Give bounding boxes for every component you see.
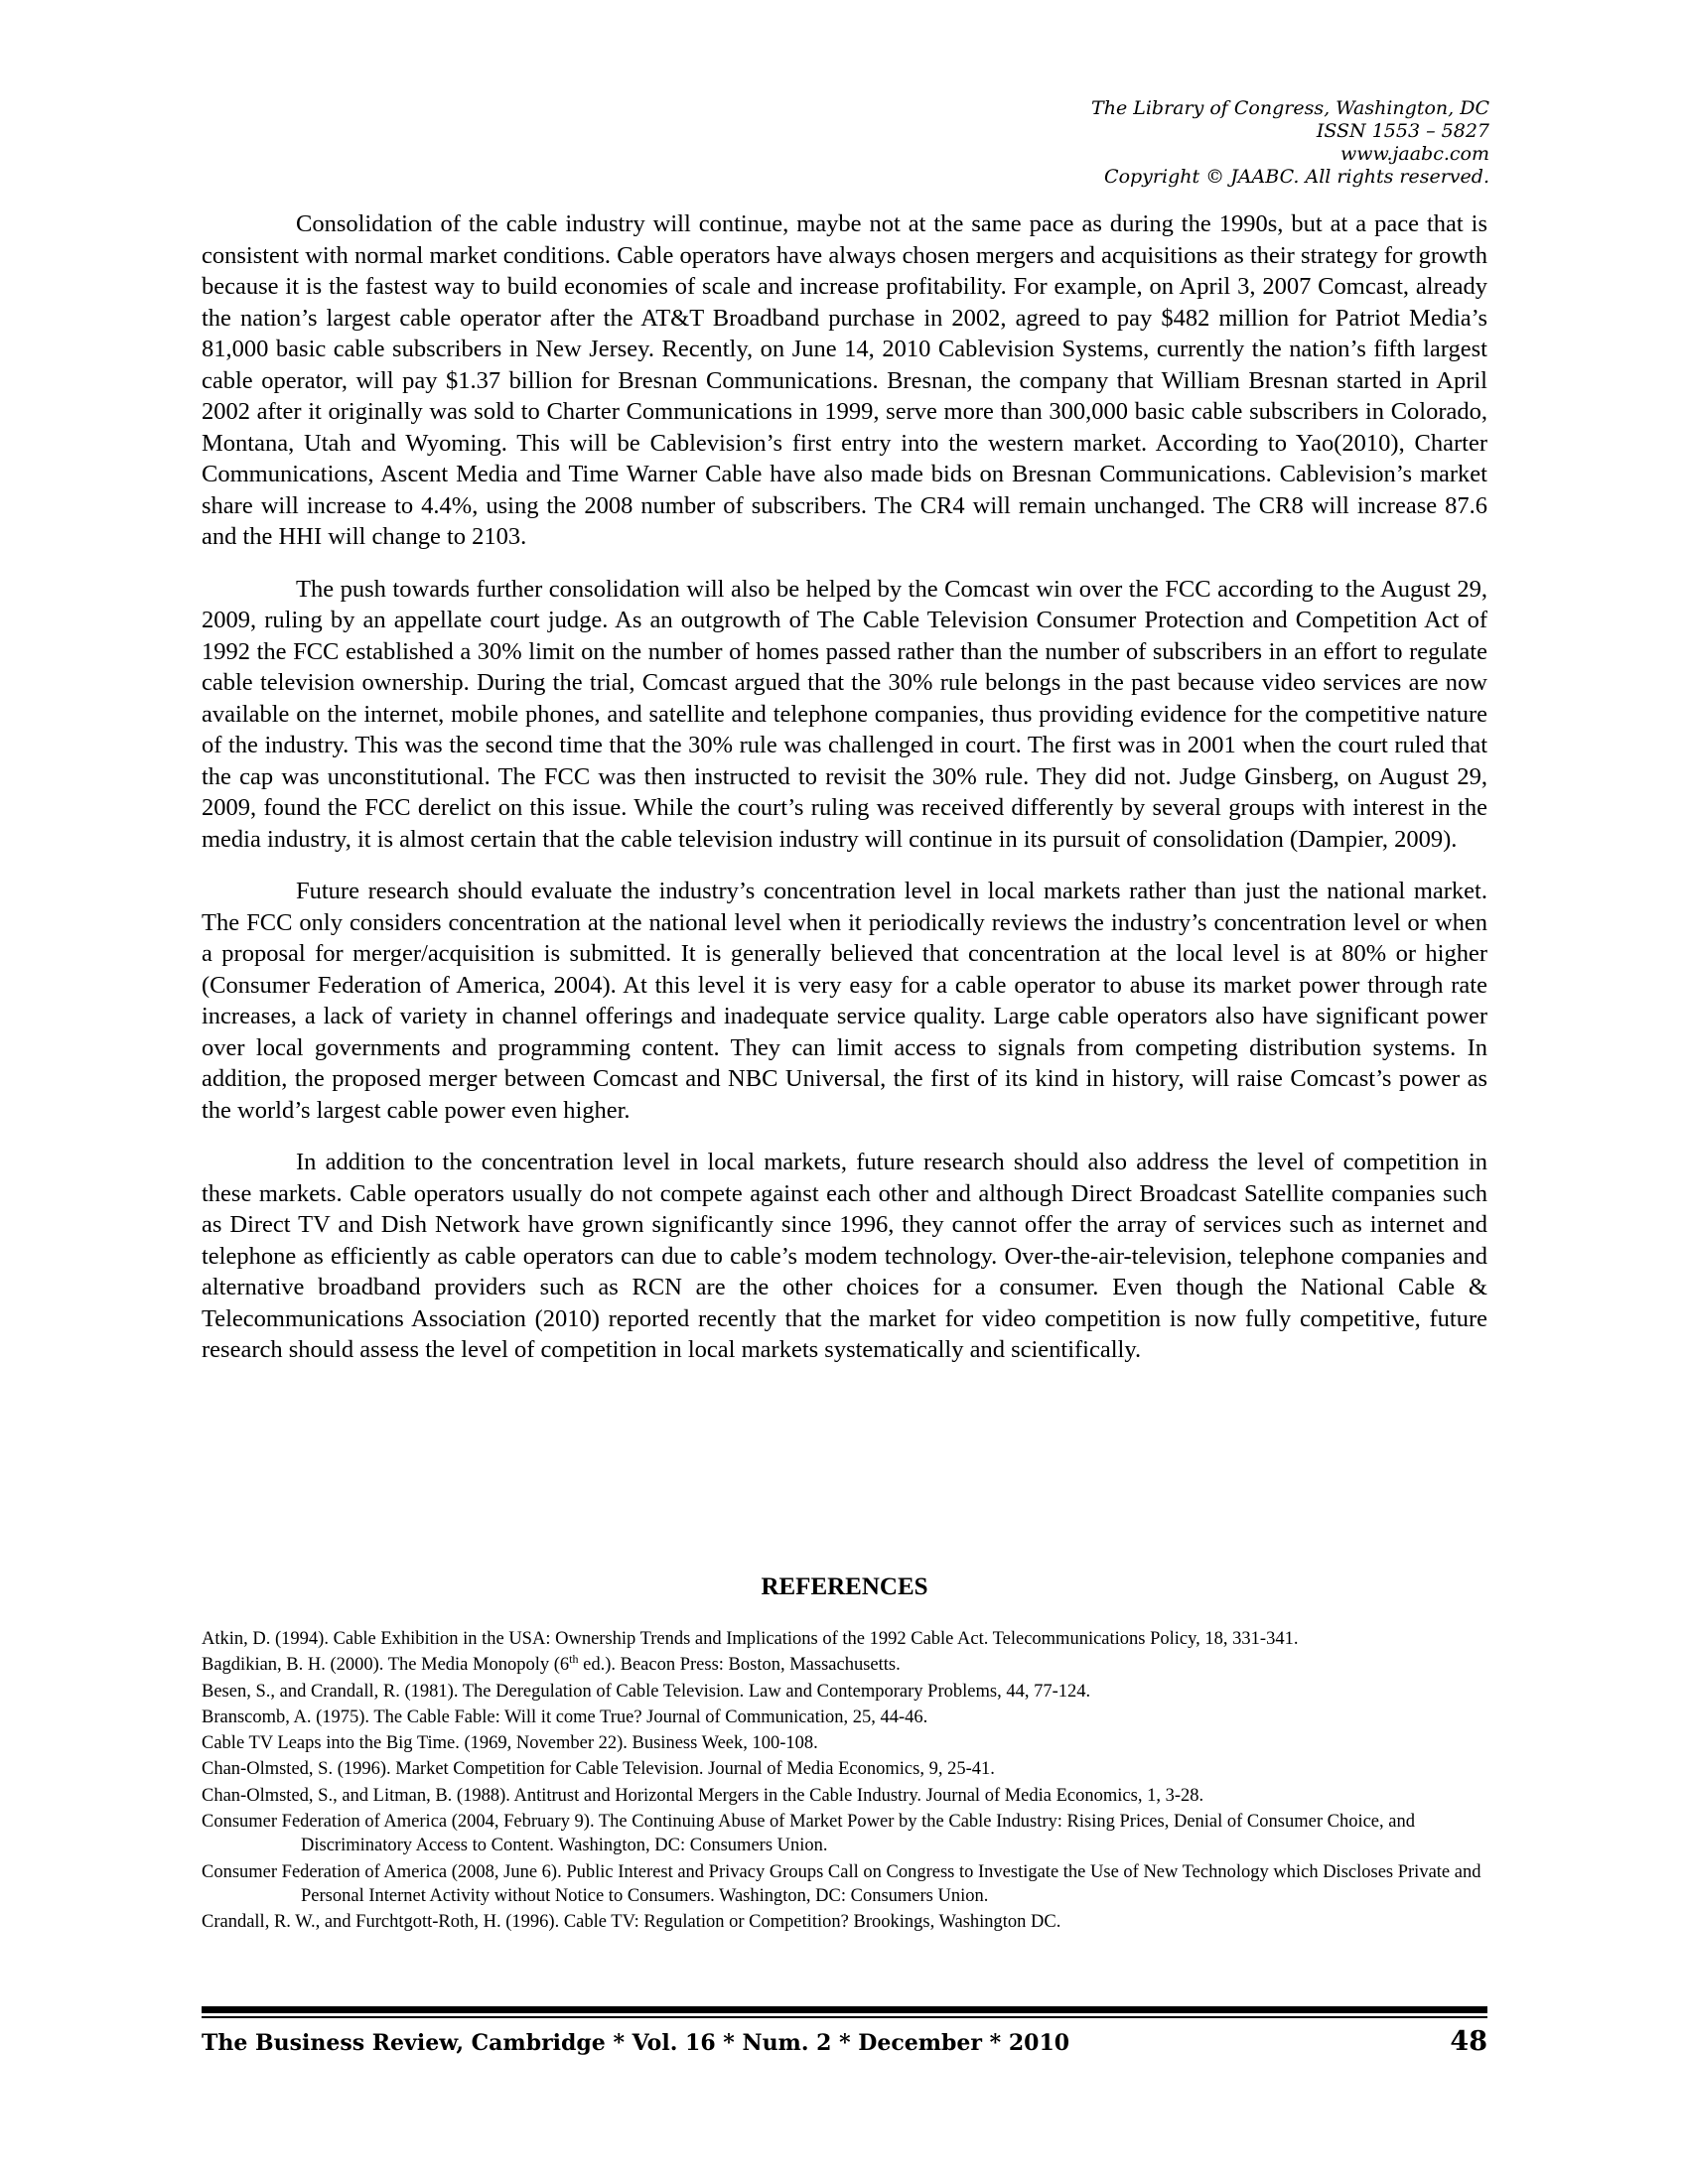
- reference-item: Besen, S., and Crandall, R. (1981). The Deregulation of Cable Television. Law and Contemporary Problems, 44, 77-124.: [202, 1681, 1091, 1702]
- reference-item: Atkin, D. (1994). Cable Exhibition in the USA: Ownership Trends and Implications of the 1992 Cable Act. Telecommunications Policy, 18, 331-341.: [202, 1629, 1299, 1649]
- reference-text: ed.). Beacon Press: Boston, Massachusetts.: [578, 1655, 901, 1676]
- footer-divider-thin: [202, 2016, 1487, 2018]
- footer-divider-thick: [202, 2006, 1487, 2013]
- header-website-line: www.jaabc.com: [1339, 143, 1489, 165]
- paragraph: Future research should evaluate the industry’s concentration level in local markets rather than just the national market. The FCC only considers concentration at the national level when it periodically reviews the industry’s concentration level or when a proposal for merger/acquisition is submitted. It is generally believed that concentration at the local level is at 80% or higher (Consumer Federation of America, 2004). At this level it is very easy for a cable operator to abuse its market power through rate increases, a lack of variety in channel offerings and inadequate service quality. Large cable operators also have significant power over local governments and programming content. They can limit access to signals from competing distribution systems. In addition, the proposed merger between Comcast and NBC Universal, the first of its kind in history, will raise Comcast’s power as the world’s largest cable power even higher.: [202, 878, 1487, 1124]
- paragraph: Consolidation of the cable industry will continue, maybe not at the same pace as during the 1990s, but at a pace that is consistent with normal market conditions. Cable operators have always chosen mergers and acquisitions as their strategy for growth because it is the fastest way to build economies of scale and increase profitability. For example, on April 3, 2007 Comcast, already the nation’s largest cable operator after the AT&T Broadband purchase in 2002, agreed to pay $482 million for Patriot Media’s 81,000 basic cable subscribers in New Jersey. Recently, on June 14, 2010 Cablevision Systems, currently the nation’s fifth largest cable operator, will pay $1.37 billion for Bresnan Communications. Bresnan, the company that William Bresnan started in April 2002 after it originally was sold to Charter Communications in 1999, serve more than 300,000 basic cable subscribers in Colorado, Montana, Utah and Wyoming. This will be Cablevision’s first entry into the western market. According to Yao(2010), Charter Communications, Ascent Media and Time Warner Cable have also made bids on Bresnan Communications. Cablevision’s market share will increase to 4.4%, using the 2008 number of subscribers. The CR4 will remain unchanged. The CR8 will increase 87.6 and the HHI will change to 2103.: [202, 210, 1487, 550]
- reference-item: Consumer Federation of America (2008, June 6). Public Interest and Privacy Groups Call on Congress to Investigate the Use of New Technology which Discloses Private and Personal Internet Activity without Notice to Consumers. Washington, DC: Consumers Union.: [202, 1861, 1481, 1906]
- footer-journal-info: The Business Review, Cambridge * Vol. 16 * Num. 2 * December * 2010: [202, 2030, 1070, 2056]
- references-heading: REFERENCES: [761, 1573, 928, 1600]
- header-library-line: The Library of Congress, Washington, DC: [1091, 97, 1489, 119]
- header-copyright-line: Copyright © JAABC. All rights reserved.: [1104, 166, 1489, 188]
- edition-superscript: th: [569, 1652, 579, 1667]
- article-body: [202, 208, 1487, 1387]
- paragraph: The push towards further consolidation will also be helped by the Comcast win over the FCC according to the August 29, 2009, ruling by an appellate court judge. As an outgrowth of The Cable Television Consumer Protection and Competition Act of 1992 the FCC established a 30% limit on the number of homes passed rather than the number of subscribers in an effort to regulate cable television ownership. During the trial, Comcast argued that the 30% rule belongs in the past because video services are now available on the internet, mobile phones, and satellite and telephone companies, thus providing evidence for the competitive nature of the industry. This was the second time that the 30% rule was challenged in court. The first was in 2001 when the court ruled that the cap was unconstitutional. The FCC was then instructed to revisit the 30% rule. They did not. Judge Ginsberg, on August 29, 2009, found the FCC derelict on this issue. While the court’s ruling was received differently by several groups with interest in the media industry, it is almost certain that the cable television industry will continue in its pursuit of consolidation (Dampier, 2009).: [202, 575, 1487, 853]
- references-list: [202, 1627, 1487, 1937]
- reference-item: Crandall, R. W., and Furchtgott-Roth, H. (1996). Cable TV: Regulation or Competition? Brookings, Washington DC.: [202, 1912, 1061, 1933]
- reference-text: Bagdikian, B. H. (2000). The Media Monopoly (6: [202, 1655, 570, 1676]
- reference-item: Branscomb, A. (1975). The Cable Fable: Will it come True? Journal of Communication, 25, 44-46.: [202, 1706, 928, 1727]
- reference-item: [202, 1653, 1487, 1677]
- reference-item: Chan-Olmsted, S., and Litman, B. (1988). Antitrust and Horizontal Mergers in the Cable Industry. Journal of Media Economics, 1, 3-28.: [202, 1785, 1204, 1806]
- journal-header: [1091, 97, 1489, 189]
- reference-item: Chan-Olmsted, S. (1996). Market Competition for Cable Television. Journal of Media Economics, 9, 25-41.: [202, 1759, 995, 1780]
- reference-item: Consumer Federation of America (2004, February 9). The Continuing Abuse of Market Power by the Cable Industry: Rising Prices, Denial of Consumer Choice, and Discriminatory Access to Content. Washington, DC: Consumers Union.: [202, 1812, 1415, 1856]
- paragraph: In addition to the concentration level in local markets, future research should also address the level of competition in these markets. Cable operators usually do not compete against each other and although Direct Broadcast Satellite companies such as Direct TV and Dish Network have grown significantly since 1996, they cannot offer the array of services such as internet and telephone as efficiently as cable operators can due to cable’s modem technology. Over-the-air-television, telephone companies and alternative broadband providers such as RCN are the other choices for a consumer. Even though the National Cable & Telecommunications Association (2010) reported recently that the market for video competition is now fully competitive, future research should assess the level of competition in local markets systematically and scientifically.: [202, 1149, 1487, 1363]
- page-number: 48: [1450, 2026, 1487, 2057]
- reference-item: Cable TV Leaps into the Big Time. (1969, November 22). Business Week, 100-108.: [202, 1733, 818, 1754]
- header-issn-line: ISSN 1553 – 5827: [1316, 120, 1489, 142]
